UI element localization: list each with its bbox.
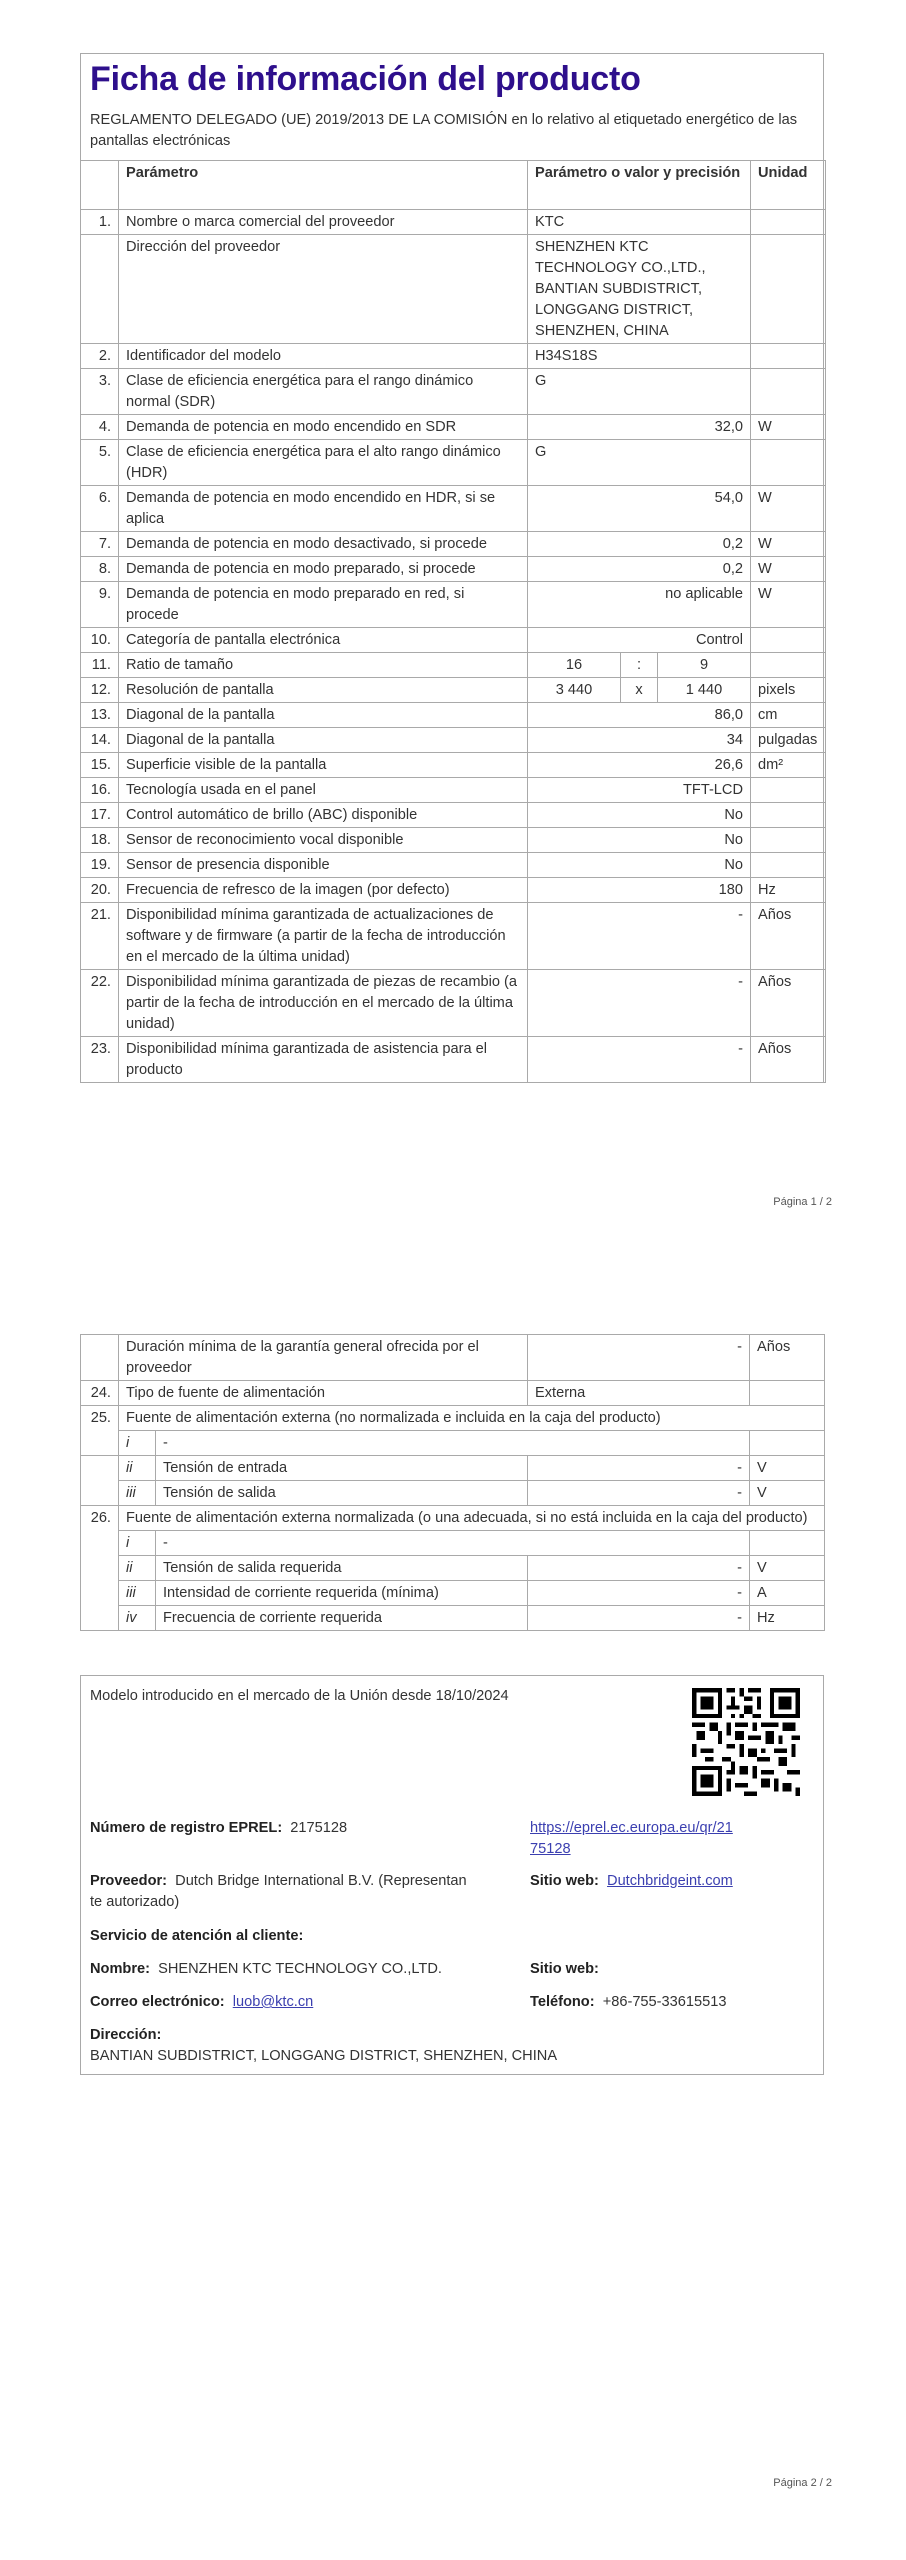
phone-value: +86-755-33615513 bbox=[602, 1994, 727, 2010]
row-value: 26,6 bbox=[528, 753, 751, 778]
supplier-value: Dutch Bridge International B.V. (Representan bbox=[175, 1873, 467, 1889]
row-label: Duración mínima de la garantía general ofrecida por el proveedor bbox=[119, 1335, 528, 1381]
row-value: SHENZHEN KTC TECHNOLOGY CO.,LTD., BANTIAN SUBDISTRICT, LONGGANG DISTRICT, SHENZHEN, CHINA bbox=[528, 235, 751, 344]
header-unit: Unidad bbox=[751, 161, 826, 210]
row-label: Demanda de potencia en modo preparado en red, si procede bbox=[119, 582, 528, 628]
row-value: 180 bbox=[528, 878, 751, 903]
row-value-separator: x bbox=[621, 678, 658, 703]
row-unit bbox=[751, 344, 826, 369]
row-unit bbox=[751, 778, 826, 803]
subrow-label: Frecuencia de corriente requerida bbox=[156, 1606, 528, 1631]
row-label: Disponibilidad mínima garantizada de asistencia para el producto bbox=[119, 1037, 528, 1083]
row-label: Diagonal de la pantalla bbox=[119, 703, 528, 728]
table-row bbox=[81, 778, 826, 803]
subrow-index: ii bbox=[119, 1456, 156, 1481]
subrow-value: - bbox=[528, 1581, 750, 1606]
table-subrow bbox=[81, 1581, 825, 1606]
subrow-unit: Hz bbox=[750, 1606, 825, 1631]
subrow-label: Tensión de salida requerida bbox=[156, 1556, 528, 1581]
qr-code-icon[interactable] bbox=[692, 1688, 800, 1796]
row-label: Clase de eficiencia energética para el alto rango dinámico (HDR) bbox=[119, 440, 528, 486]
row-unit: W bbox=[751, 532, 826, 557]
row-value: 32,0 bbox=[528, 415, 751, 440]
subrow-label: Tensión de salida bbox=[156, 1481, 528, 1506]
row-label: Superficie visible de la pantalla bbox=[119, 753, 528, 778]
row-value: TFT-LCD bbox=[528, 778, 751, 803]
eprel-link-container bbox=[530, 1818, 733, 1860]
row-num: 4. bbox=[81, 415, 119, 440]
table-subrow bbox=[81, 1431, 825, 1456]
supplier-label: Proveedor: bbox=[90, 1873, 168, 1889]
row-num: 5. bbox=[81, 440, 119, 486]
row-unit: W bbox=[751, 582, 826, 628]
table-row bbox=[81, 532, 826, 557]
row-value: Control bbox=[528, 628, 751, 653]
power-supply-table-container bbox=[80, 1334, 824, 1631]
subrow-index: iii bbox=[119, 1581, 156, 1606]
row-label: Demanda de potencia en modo encendido en SDR bbox=[119, 415, 528, 440]
row-num: 9. bbox=[81, 582, 119, 628]
row-value: No bbox=[528, 803, 751, 828]
subrow-value: - bbox=[528, 1606, 750, 1631]
table-row bbox=[81, 369, 826, 415]
table-row-25 bbox=[81, 1406, 825, 1431]
row-num: 17. bbox=[81, 803, 119, 828]
row-value: - bbox=[528, 1335, 750, 1381]
row-num: 11. bbox=[81, 653, 119, 678]
row-label: Control automático de brillo (ABC) disponible bbox=[119, 803, 528, 828]
row-unit bbox=[751, 853, 826, 878]
address-label: Dirección: bbox=[90, 2027, 162, 2043]
eprel-link[interactable]: https://eprel.ec.europa.eu/qr/21 75128 bbox=[530, 1820, 733, 1857]
row-unit bbox=[751, 628, 826, 653]
supplier-website-row bbox=[530, 1871, 733, 1892]
subrow-value: - bbox=[528, 1456, 750, 1481]
table-row bbox=[81, 628, 826, 653]
row-value: 0,2 bbox=[528, 532, 751, 557]
row-num: 7. bbox=[81, 532, 119, 557]
product-info-sheet bbox=[80, 53, 824, 1083]
subrow-label: - bbox=[156, 1431, 750, 1456]
row-num bbox=[81, 1335, 119, 1381]
table-row bbox=[81, 557, 826, 582]
row-label: Identificador del modelo bbox=[119, 344, 528, 369]
table-row bbox=[81, 878, 826, 903]
email-row bbox=[90, 1992, 313, 2013]
row-num: 26. bbox=[81, 1506, 119, 1631]
table-subrow bbox=[81, 1456, 825, 1481]
row-num: 14. bbox=[81, 728, 119, 753]
subrow-index: iv bbox=[119, 1606, 156, 1631]
table-row bbox=[81, 703, 826, 728]
row-value: 0,2 bbox=[528, 557, 751, 582]
supplier-value-cont: te autorizado) bbox=[90, 1894, 180, 1910]
row-unit bbox=[751, 653, 826, 678]
table-subrow bbox=[81, 1556, 825, 1581]
row-unit: W bbox=[751, 557, 826, 582]
eprel-number: 2175128 bbox=[290, 1820, 348, 1836]
name-label: Nombre: bbox=[90, 1961, 150, 1977]
table-subrow bbox=[81, 1481, 825, 1506]
row-unit: Hz bbox=[751, 878, 826, 903]
phone-row bbox=[530, 1992, 726, 2013]
subrow-index: iii bbox=[119, 1481, 156, 1506]
row-value: 86,0 bbox=[528, 703, 751, 728]
table-subrow bbox=[81, 1606, 825, 1631]
table-row-26 bbox=[81, 1506, 825, 1531]
row-unit bbox=[751, 440, 826, 486]
table-row bbox=[81, 903, 826, 970]
row-value-b: 1 440 bbox=[658, 678, 751, 703]
row-unit bbox=[751, 369, 826, 415]
header-parameter: Parámetro bbox=[119, 161, 528, 210]
table-row bbox=[81, 803, 826, 828]
subrow-unit: V bbox=[750, 1481, 825, 1506]
table-subrow bbox=[81, 1531, 825, 1556]
row-unit bbox=[751, 210, 826, 235]
subrow-index: ii bbox=[119, 1556, 156, 1581]
row-num bbox=[81, 235, 119, 344]
row-value: G bbox=[528, 369, 751, 415]
parameters-table bbox=[80, 160, 826, 1083]
row-label: Fuente de alimentación externa normalizada (o una adecuada, si no está incluida en la caja del producto) bbox=[119, 1506, 825, 1531]
row-label: Disponibilidad mínima garantizada de piezas de recambio (a partir de la fecha de introducción en el mercado de la última unidad) bbox=[119, 970, 528, 1037]
service-website-row bbox=[530, 1959, 599, 1980]
table-row bbox=[81, 486, 826, 532]
row-label: Demanda de potencia en modo encendido en HDR, si se aplica bbox=[119, 486, 528, 532]
row-unit: Años bbox=[751, 1037, 826, 1083]
email-link[interactable]: luob@ktc.cn bbox=[232, 1994, 314, 2010]
row-unit bbox=[751, 828, 826, 853]
header-num bbox=[81, 161, 119, 210]
table-row bbox=[81, 1037, 826, 1083]
row-num: 3. bbox=[81, 369, 119, 415]
address-value: BANTIAN SUBDISTRICT, LONGGANG DISTRICT, SHENZHEN, CHINA bbox=[90, 2048, 558, 2064]
table-row-warranty bbox=[81, 1335, 825, 1381]
row-num: 19. bbox=[81, 853, 119, 878]
subrow-unit: V bbox=[750, 1556, 825, 1581]
row-num: 6. bbox=[81, 486, 119, 532]
row-num: 24. bbox=[81, 1381, 119, 1406]
row-label: Tipo de fuente de alimentación bbox=[119, 1381, 528, 1406]
customer-service-heading: Servicio de atención al cliente: bbox=[90, 1928, 304, 1944]
eprel-row bbox=[90, 1818, 347, 1839]
table-row bbox=[81, 440, 826, 486]
row-label: Categoría de pantalla electrónica bbox=[119, 628, 528, 653]
row-value: 54,0 bbox=[528, 486, 751, 532]
row-value: No bbox=[528, 853, 751, 878]
subrow-label: Intensidad de corriente requerida (mínima) bbox=[156, 1581, 528, 1606]
row-num: 23. bbox=[81, 1037, 119, 1083]
subrow-value: - bbox=[528, 1481, 750, 1506]
row-num: 22. bbox=[81, 970, 119, 1037]
website-label: Sitio web: bbox=[530, 1873, 599, 1889]
table-row bbox=[81, 210, 826, 235]
subrow-unit: V bbox=[750, 1456, 825, 1481]
row-unit: dm² bbox=[751, 753, 826, 778]
row-value: KTC bbox=[528, 210, 751, 235]
table-row bbox=[81, 853, 826, 878]
row-value: - bbox=[528, 1037, 751, 1083]
row-value: No bbox=[528, 828, 751, 853]
row-unit: Años bbox=[751, 970, 826, 1037]
row-label: Diagonal de la pantalla bbox=[119, 728, 528, 753]
subrow-index: i bbox=[119, 1531, 156, 1556]
row-num: 21. bbox=[81, 903, 119, 970]
row-value: - bbox=[528, 970, 751, 1037]
row-label: Demanda de potencia en modo desactivado, si procede bbox=[119, 532, 528, 557]
row-num: 16. bbox=[81, 778, 119, 803]
table-row bbox=[81, 970, 826, 1037]
header-value: Parámetro o valor y precisión bbox=[528, 161, 751, 210]
row-label: Sensor de reconocimiento vocal disponible bbox=[119, 828, 528, 853]
row-unit: pixels bbox=[751, 678, 826, 703]
subrow-unit bbox=[750, 1531, 825, 1556]
row-value: - bbox=[528, 903, 751, 970]
row-value: Externa bbox=[528, 1381, 750, 1406]
row-num-blank bbox=[81, 1456, 119, 1506]
page-title: Ficha de información del producto bbox=[90, 60, 641, 98]
subrow-label: Tensión de entrada bbox=[156, 1456, 528, 1481]
table-row bbox=[81, 753, 826, 778]
row-value: G bbox=[528, 440, 751, 486]
website-link[interactable]: Dutchbridgeint.com bbox=[607, 1873, 733, 1889]
table-header-row bbox=[81, 161, 826, 210]
table-row bbox=[81, 728, 826, 753]
contact-info-box bbox=[80, 1675, 824, 2075]
row-num: 15. bbox=[81, 753, 119, 778]
row-num: 1. bbox=[81, 210, 119, 235]
row-unit: Años bbox=[751, 903, 826, 970]
eprel-label: Número de registro EPREL: bbox=[90, 1820, 283, 1836]
row-num: 20. bbox=[81, 878, 119, 903]
row-unit bbox=[750, 1381, 825, 1406]
row-num: 8. bbox=[81, 557, 119, 582]
row-label: Tecnología usada en el panel bbox=[119, 778, 528, 803]
subrow-unit bbox=[750, 1431, 825, 1456]
row-num: 13. bbox=[81, 703, 119, 728]
subrow-label: - bbox=[156, 1531, 750, 1556]
row-label: Nombre o marca comercial del proveedor bbox=[119, 210, 528, 235]
subrow-index: i bbox=[119, 1431, 156, 1456]
name-value: SHENZHEN KTC TECHNOLOGY CO.,LTD. bbox=[158, 1961, 442, 1977]
row-unit: cm bbox=[751, 703, 826, 728]
service-website-label: Sitio web: bbox=[530, 1961, 599, 1977]
table-row bbox=[81, 235, 826, 344]
row-value-b: 9 bbox=[658, 653, 751, 678]
row-label: Dirección del proveedor bbox=[119, 235, 528, 344]
table-row bbox=[81, 582, 826, 628]
row-value: no aplicable bbox=[528, 582, 751, 628]
address-row bbox=[90, 2025, 557, 2067]
row-unit: Años bbox=[750, 1335, 825, 1381]
power-supply-table bbox=[80, 1334, 825, 1631]
row-value: 34 bbox=[528, 728, 751, 753]
row-value-separator: : bbox=[621, 653, 658, 678]
subrow-unit: A bbox=[750, 1581, 825, 1606]
row-unit bbox=[751, 235, 826, 344]
table-row bbox=[81, 678, 826, 703]
row-num: 12. bbox=[81, 678, 119, 703]
row-num: 2. bbox=[81, 344, 119, 369]
table-row-24 bbox=[81, 1381, 825, 1406]
phone-label: Teléfono: bbox=[530, 1994, 595, 2010]
row-unit: W bbox=[751, 486, 826, 532]
row-value: H34S18S bbox=[528, 344, 751, 369]
row-unit: W bbox=[751, 415, 826, 440]
service-name-row bbox=[90, 1959, 442, 1980]
email-label: Correo electrónico: bbox=[90, 1994, 225, 2010]
row-label: Fuente de alimentación externa (no normalizada e incluida en la caja del producto) bbox=[119, 1406, 825, 1431]
regulation-subtitle: REGLAMENTO DELEGADO (UE) 2019/2013 DE LA COMISIÓN en lo relativo al etiquetado energético de las pantallas electrónicas bbox=[90, 112, 798, 149]
table-row bbox=[81, 344, 826, 369]
row-label: Sensor de presencia disponible bbox=[119, 853, 528, 878]
row-unit bbox=[751, 803, 826, 828]
row-value-a: 3 440 bbox=[528, 678, 621, 703]
table-row bbox=[81, 653, 826, 678]
row-label: Demanda de potencia en modo preparado, si procede bbox=[119, 557, 528, 582]
page-number: Página 2 / 2 bbox=[773, 2477, 832, 2489]
page-number: Página 1 / 2 bbox=[773, 1196, 832, 1208]
subrow-value: - bbox=[528, 1556, 750, 1581]
row-label: Ratio de tamaño bbox=[119, 653, 528, 678]
table-row bbox=[81, 828, 826, 853]
table-row bbox=[81, 415, 826, 440]
row-unit: pulgadas bbox=[751, 728, 826, 753]
page-2 bbox=[0, 1280, 906, 2560]
row-value-a: 16 bbox=[528, 653, 621, 678]
row-label: Clase de eficiencia energética para el rango dinámico normal (SDR) bbox=[119, 369, 528, 415]
row-label: Disponibilidad mínima garantizada de actualizaciones de software y de firmware (a partir de la fecha de introducción en el mercado de la última unidad) bbox=[119, 903, 528, 970]
market-intro-text: Modelo introducido en el mercado de la Unión desde 18/10/2024 bbox=[90, 1688, 509, 1704]
supplier-row bbox=[90, 1871, 520, 1913]
row-num: 10. bbox=[81, 628, 119, 653]
row-num: 18. bbox=[81, 828, 119, 853]
row-label: Resolución de pantalla bbox=[119, 678, 528, 703]
row-num: 25. bbox=[81, 1406, 119, 1456]
row-label: Frecuencia de refresco de la imagen (por defecto) bbox=[119, 878, 528, 903]
